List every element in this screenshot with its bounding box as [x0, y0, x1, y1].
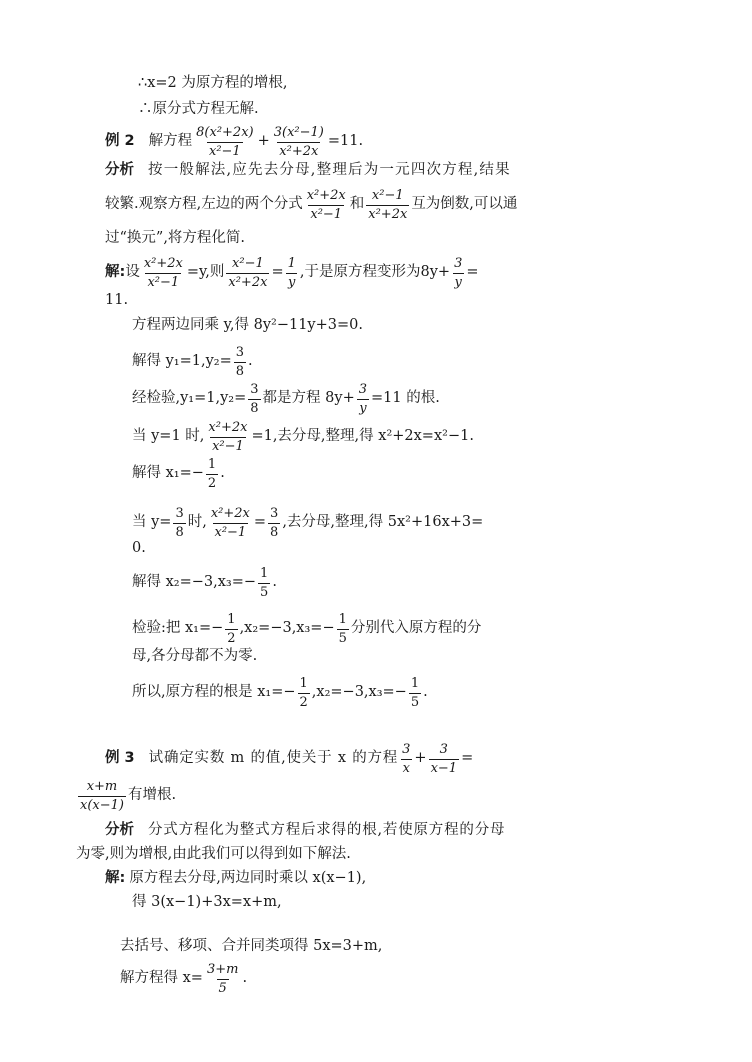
example-label: 例 2 [105, 133, 135, 150]
fraction: $\frac{3}{x}$ [402, 742, 411, 776]
solution-line-12: 母,各分母都不为零. [132, 648, 258, 664]
example-3: 例 3 试确定实数 m 的值,使关于 x 的方程 $\frac{3}{x}$ + $\frac{3}{x-1}$ = [105, 742, 474, 776]
solution-3-line-4: 解方程得 x= $\frac{3+m}{5}$ . [120, 962, 248, 996]
solution-line-13: 所以,原方程的根是 x₁=− $\frac{1}{2}$ ,x₂=−3,x₃=− $\frac{1}{5}$ . [132, 676, 428, 710]
example-label: 例 3 [105, 750, 135, 767]
solution-line-8: 当 y= $\frac{3}{8}$ 时, $\frac{\text{x²+2x}}{\text{x²−1}}$ = $\frac{3}{8}$ ,去分母,整理,得 5x²+16x+3= [132, 506, 484, 540]
solution-line-6: 当 y=1 时, $\frac{\text{x²+2x}}{\text{x²−1}}$ =1,去分母,整理,得 x²+2x=x²−1. [132, 420, 474, 454]
solution-line-10: 解得 x₂=−3,x₃=− $\frac{1}{5}$ . [132, 566, 277, 600]
solution-line-11: 检验:把 x₁=− $\frac{1}{2}$ ,x₂=−3,x₃=− $\frac{1}{5}$ 分别代入原方程的分 [132, 612, 482, 646]
fraction: $\frac{1}{2}$ [207, 457, 217, 491]
fraction: $\frac{1}{2}$ [299, 676, 308, 710]
analysis-line-3: 过“换元”,将方程化简. [105, 230, 246, 246]
fraction: $\frac{3}{8}$ [250, 382, 259, 416]
solution-3-line-2: 得 3(x−1)+3x=x+m, [132, 894, 282, 910]
analysis-3-line-2: 为零,则为增根,由此我们可以得到如下解法. [76, 846, 351, 862]
solution-line-1: 解: 设 $\frac{\text{x²+2x}}{\text{x²−1}}$ =y,则 $\frac{\text{x²−1}}{\text{x²+2x}}$ = $\frac{1}{y}$ ,于是原方程变形为8y+ $\frac{3}{y}$ = [105, 256, 479, 290]
solution-line-3: 方程两边同乘 y,得 8y²−11y+3=0. [132, 317, 363, 333]
fraction: $\frac{\text{3(x²−1)}}{\text{x²+2x}}$ [273, 125, 324, 159]
solution-line-4: 解得 y₁=1,y₂= $\frac{3}{8}$ . [132, 345, 253, 379]
fraction: $\frac{3}{x-1}$ [430, 742, 458, 776]
fraction: $\frac{\text{x²+2x}}{\text{x²−1}}$ [210, 506, 250, 540]
fraction: $\frac{3}{8}$ [175, 506, 184, 540]
line-conclusion-2: ∴原分式方程无解. [138, 101, 259, 117]
solution-line-9: 0. [132, 540, 146, 556]
solution-line-2: 11. [105, 292, 129, 308]
fraction: $\frac{3}{y}$ [358, 382, 368, 416]
fraction: $\frac{\text{x²+2x}}{\text{x²−1}}$ [208, 420, 248, 454]
solution-3-line-3: 去括号、移项、合并同类项得 5x=3+m, [120, 938, 383, 954]
fraction: $\frac{3}{8}$ [270, 506, 279, 540]
fraction: $\frac{1}{5}$ [260, 566, 269, 600]
fraction: $\frac{\text{x²+2x}}{\text{x²−1}}$ [306, 188, 346, 222]
example-3-line-2: $\frac{x+m}{x(x-1)}$ 有增根. [80, 779, 177, 813]
fraction: $\frac{\text{x²−1}}{\text{x²+2x}}$ [368, 188, 408, 222]
fraction: $\frac{\text{x²−1}}{\text{x²+2x}}$ [228, 256, 268, 290]
fraction: $\frac{1}{2}$ [227, 612, 236, 646]
fraction: $\frac{3+m}{5}$ [206, 962, 239, 996]
analysis-line-1: 分析 按一般解法,应先去分母,整理后为一元四次方程,结果 [105, 162, 511, 178]
fraction: $\frac{x+m}{x(x-1)}$ [80, 779, 124, 813]
solution-3-line-1: 解: 原方程去分母,两边同时乘以 x(x−1), [105, 870, 367, 886]
fraction: $\frac{1}{y}$ [287, 256, 296, 290]
fraction: $\frac{\text{8(x²+2x)}}{\text{x²−1}}$ [196, 125, 254, 159]
fraction: $\frac{3}{y}$ [454, 256, 463, 290]
fraction: $\frac{1}{5}$ [338, 612, 347, 646]
example-2: 例 2 解方程 $\frac{\text{8(x²+2x)}}{\text{x²−1}}$ + $\frac{\text{3(x²−1)}}{\text{x²+2x}}$ =11. [105, 125, 364, 159]
fraction: $\frac{1}{5}$ [410, 676, 420, 710]
analysis-3-line-1: 分析 分式方程化为整式方程后求得的根,若使原方程的分母 [105, 822, 506, 838]
fraction: $\frac{3}{8}$ [235, 345, 245, 379]
line-conclusion-1: ∴x=2 为原方程的增根, [138, 75, 288, 91]
fraction: $\frac{\text{x²+2x}}{\text{x²−1}}$ [143, 256, 183, 290]
analysis-line-2: 较繁.观察方程,左边的两个分式 $\frac{\text{x²+2x}}{\text{x²−1}}$ 和 $\frac{\text{x²−1}}{\text{x²+2x}}$ 互为倒数,可以通 [105, 188, 518, 222]
solution-line-5: 经检验,y₁=1,y₂= $\frac{3}{8}$ 都是方程 8y+ $\frac{3}{y}$ =11 的根. [132, 382, 440, 416]
solution-line-7: 解得 x₁=− $\frac{1}{2}$ . [132, 457, 225, 491]
